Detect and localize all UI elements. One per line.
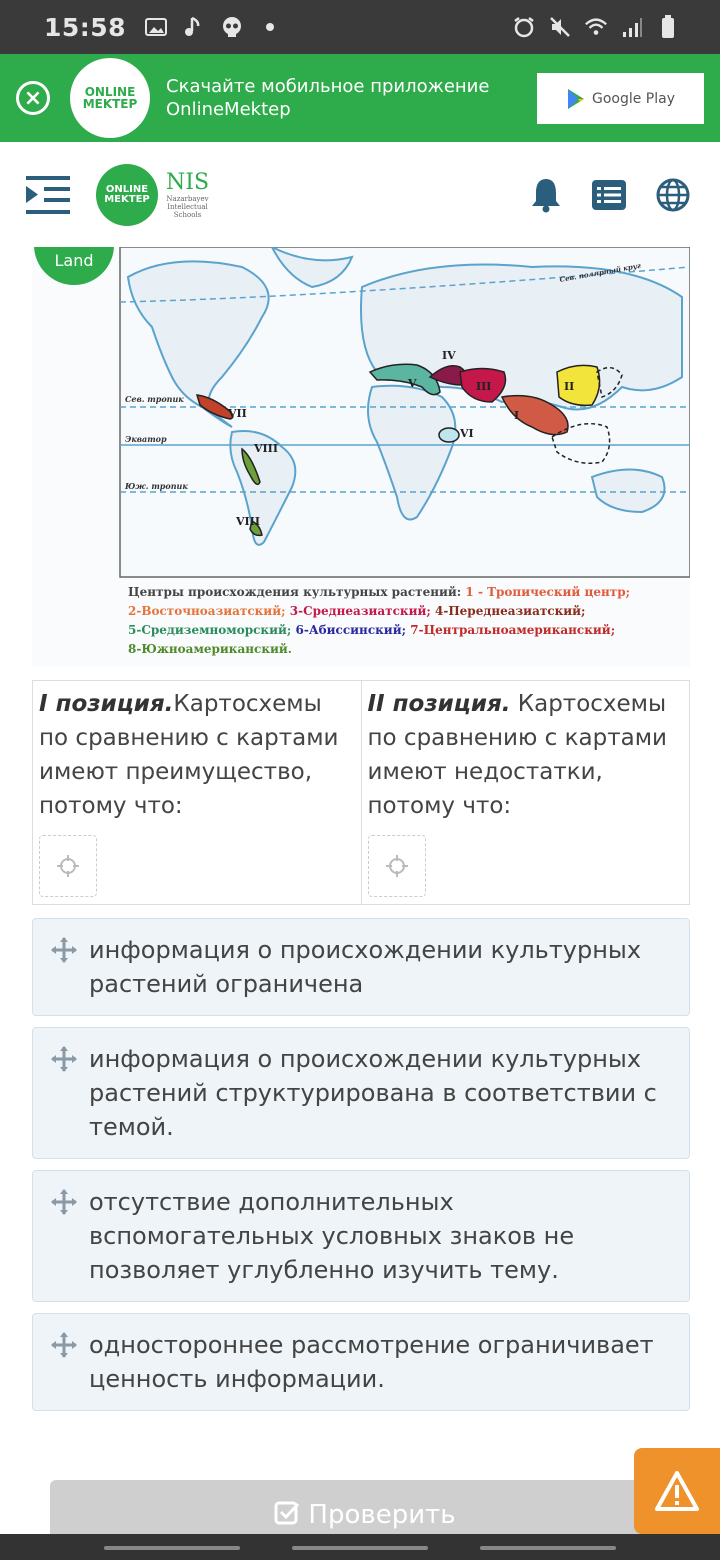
svg-text:VIII: VIII (236, 515, 260, 528)
drag-handle-icon[interactable] (51, 1332, 77, 1358)
bell-icon[interactable] (530, 177, 562, 213)
wifi-icon (584, 15, 608, 39)
label-equator: Экватор (125, 434, 167, 444)
legend-item-6: 6-Абиссинский; (295, 623, 407, 637)
svg-text:II: II (564, 380, 575, 393)
nis-title: NIS (166, 170, 210, 195)
svg-text:V: V (408, 377, 417, 390)
skull-icon (220, 15, 244, 39)
drag-handle-icon[interactable] (51, 937, 77, 963)
label-sev-polar: Сев. полярный круг (558, 260, 642, 284)
banner-text: Скачайте мобильное приложение OnlineMektep (166, 76, 490, 120)
move-icon (57, 855, 79, 877)
label-sev-tropic: Сев. тропик (125, 394, 184, 404)
menu-icon[interactable] (26, 174, 72, 216)
close-icon: × (23, 85, 43, 111)
nis-logo (166, 170, 209, 219)
drag-handle-icon[interactable] (51, 1046, 77, 1072)
report-problem-button[interactable] (634, 1448, 720, 1534)
list-icon[interactable] (592, 180, 626, 210)
option-text: информация о происхождении культурных растений ограничена (89, 936, 642, 998)
option-text: отсутствие дополнительных вспомогательных условных знаков не позволяет углубленно изучить тему. (89, 1188, 575, 1284)
position-1-column (33, 681, 361, 904)
draggable-option[interactable] (32, 1027, 690, 1159)
legend-item-2: 2-Восточноазиатский; (128, 604, 286, 618)
svg-text:I: I (514, 409, 520, 422)
position-table (32, 680, 690, 905)
draggable-option[interactable] (32, 1170, 690, 1302)
legend-title: Центры происхождения культурных растений: (128, 585, 462, 599)
app-download-banner (0, 54, 720, 142)
system-nav-bar (0, 1534, 720, 1560)
crop-origin-map (32, 247, 690, 667)
check-button-label: Проверить (308, 1500, 456, 1530)
legend-item-7: 7-Центральноамериканский; (410, 623, 616, 637)
checkbox-icon (274, 1500, 300, 1526)
status-bar (0, 0, 720, 54)
google-play-label: Google Play (591, 90, 675, 107)
nis-sub2: Intellectual (167, 203, 208, 211)
header-logo-line2: MEKTEP (104, 193, 150, 205)
legend-item-4: 4-Переднеазиатский; (435, 604, 586, 618)
header-logo[interactable] (96, 164, 158, 226)
svg-text:VI: VI (460, 427, 474, 440)
svg-text:IV: IV (442, 349, 456, 362)
legend-item-1: 1 - Тропический центр; (465, 585, 631, 599)
draggable-option[interactable] (32, 1313, 690, 1411)
header-logo-line1: ONLINE (105, 183, 149, 195)
legend-item-8: 8-Южноамериканский. (128, 642, 292, 656)
play-store-icon (566, 88, 586, 110)
position-1-heading: I позиция. (39, 691, 174, 717)
nav-pill-left (104, 1546, 240, 1550)
battery-icon (656, 15, 680, 39)
map-legend (128, 583, 688, 659)
alarm-icon (512, 15, 536, 39)
draggable-option[interactable] (32, 918, 690, 1016)
option-text: информация о происхождении культурных растений структурирована в соответствии с темой. (89, 1045, 657, 1141)
nav-pill-center (292, 1546, 428, 1550)
site-header (0, 142, 720, 247)
land-badge: Land (34, 247, 114, 285)
drop-zone-position-2[interactable] (368, 835, 426, 897)
music-icon (182, 15, 206, 39)
logo-line1: ONLINE (84, 85, 136, 99)
google-play-button[interactable] (537, 73, 704, 124)
position-2-text: Картосхемы по сравнению с картами имеют недостатки, потому что: (367, 691, 667, 819)
label-yuzh-tropic: Юж. тропик (125, 481, 188, 491)
warning-icon (654, 1470, 700, 1512)
move-icon (386, 855, 408, 877)
legend-item-3: 3-Среднеазиатский; (289, 604, 431, 618)
drop-zone-position-1[interactable] (39, 835, 97, 897)
position-2-heading: II позиция. (367, 691, 511, 717)
signal-icon (620, 15, 644, 39)
legend-item-5: 5-Средиземноморский; (128, 623, 292, 637)
svg-text:VII: VII (228, 407, 247, 420)
close-banner-button[interactable] (16, 81, 50, 115)
svg-text:VIII: VIII (254, 442, 278, 455)
nis-sub1: Nazarbayev (166, 195, 209, 203)
option-text: одностороннее рассмотрение ограничивает ценность информации. (89, 1331, 654, 1393)
dot-icon (258, 15, 282, 39)
position-1-text: Картосхемы по сравнению с картами имеют преимущество, потому что: (39, 691, 339, 819)
nis-sub3: Schools (173, 211, 202, 219)
status-time: 15:58 (44, 12, 127, 42)
logo-line2: MEKTEP (82, 97, 138, 111)
drag-handle-icon[interactable] (51, 1189, 77, 1215)
position-2-column (361, 681, 690, 904)
mute-icon (548, 15, 572, 39)
svg-text:III: III (476, 380, 492, 393)
globe-icon[interactable] (656, 178, 690, 212)
gallery-icon (144, 15, 168, 39)
online-mektep-logo (70, 58, 150, 138)
nav-pill-right (480, 1546, 616, 1550)
